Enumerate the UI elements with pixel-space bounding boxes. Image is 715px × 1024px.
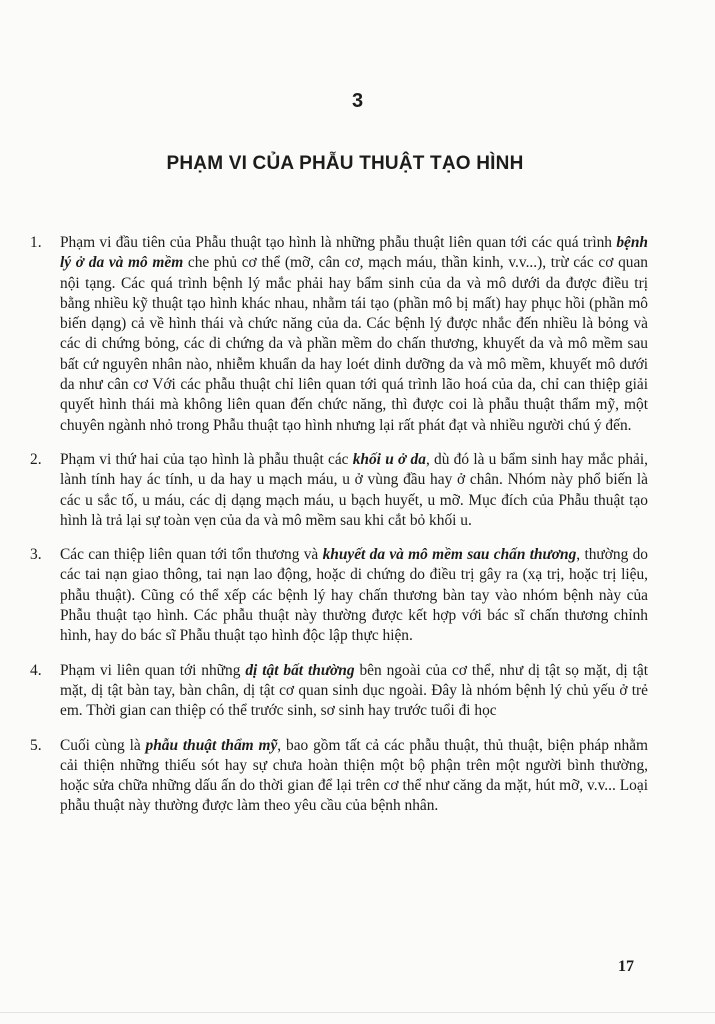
list-item-text: che phủ cơ thể (mỡ, cân cơ, mạch máu, thần kinh, v.v...), trừ các cơ quan nội tạng. Các quá trình bệnh lý mắc phải hay bẩm sinh của da và mô dưới da được điều trị bằng nhiều kỹ thuật tạo hình khác nhau, nhằm tái tạo (phần mô bị mất) hay phục hồi (phần mô biến dạng) cả về hình thái và chức năng của da. Các bệnh lý được nhắc đến nhiều là bỏng và các di chứng bỏng, các di chứng da và phần mềm do chấn thương, khuyết da và mô mềm sau bất cứ nguyên nhân nào, nhiễm khuẩn da hay loét dinh dưỡng da và mô mềm, khuyết mô dưới da như cân cơ Với các phẫu thuật chỉ liên quan tới quá trình lão hoá của da, chỉ can thiệp giải quyết hình thái mà không liên quan đến chức năng, thì được coi là phẫu thuật thẩm mỹ, một chuyên ngành nhỏ trong Phẫu thuật tạo hình nhưng lại rất phát đạt và nhiều người chú ý đến. bbox=[60, 254, 648, 434]
list-item-text: , dù đó là u bẩm sinh hay mắc phải, lành tính hay ác tính, u da hay u mạch máu, u ở vùng đầu hay ở chân. Nhóm này phổ biến là các u sắc tố, u máu, các dị dạng mạch máu, u bạch huyết, u mỡ. Mục đích của Phẫu thuật tạo hình là trả lại sự toàn vẹn của da và mô mềm sau khi cắt bỏ khối u. bbox=[60, 450, 648, 529]
list-item-emphasis: dị tật bất thường bbox=[245, 661, 355, 679]
list-item-1 bbox=[30, 233, 648, 436]
list-item-4 bbox=[30, 661, 648, 722]
list-item-number: 1. bbox=[30, 234, 42, 251]
list-item-text: Phạm vi đầu tiên của Phẫu thuật tạo hình là những phẫu thuật liên quan tới các quá trình bbox=[60, 234, 617, 251]
page-edge-divider bbox=[0, 1012, 715, 1013]
list-item-text: Các can thiệp liên quan tới tổn thương và bbox=[60, 546, 323, 564]
list-item-emphasis: khuyết da và mô mềm sau chấn thương bbox=[322, 546, 577, 564]
list-item-2 bbox=[30, 450, 648, 531]
list-item-text: Phạm vi thứ hai của tạo hình là phẫu thuật các bbox=[60, 450, 353, 468]
list-item-number: 5. bbox=[30, 736, 42, 754]
list-item-3 bbox=[30, 545, 648, 646]
list-item-text: Phạm vi liên quan tới những bbox=[60, 661, 246, 679]
list-item-text: , bao gồm tất cả các phẫu thuật, thủ thuật, biện pháp nhằm cải thiện những thiếu sót hay sự chưa hoàn thiện một bộ phận trên một người bình thường, hoặc sửa chữa những dấu ấn do thời gian để lại trên cơ thể như căng da mặt, hút mỡ, v.v... Loại phẫu thuật này thường được làm theo yêu cầu của bệnh nhân. bbox=[60, 736, 648, 815]
list-item-emphasis: phẫu thuật thẩm mỹ bbox=[145, 736, 278, 754]
chapter-number: 3 bbox=[351, 90, 364, 112]
list-item-number: 3. bbox=[30, 546, 42, 564]
list-item-text: bên ngoài của cơ thể, như dị tật sọ mặt, dị tật mặt, dị tật bàn tay, bàn chân, dị tật cơ quan sinh dục ngoài. Đây là nhóm bệnh lý chủ yếu ở trẻ em. Thời gian can thiệp có thể trước sinh, sơ sinh hay trước tuổi đi học bbox=[60, 661, 648, 720]
list-item-text: , thường do các tai nạn giao thông, tai nạn lao động, hoặc di chứng do điều trị gây ra (xạ trị, hoặc trị liệu, phẫu thuật). Cũng có thể xếp các bệnh lý hay chấn thương bàn tay vào nhóm bệnh này của Phẫu thuật tạo hình. Các phẫu thuật này thường được kết hợp với bác sĩ chấn thương chỉnh hình, hay do bác sĩ Phẫu thuật tạo hình độc lập thực hiện. bbox=[60, 546, 648, 645]
page-number: 17 bbox=[618, 958, 634, 975]
list-item-emphasis: bệnh lý ở da và mô mềm bbox=[60, 234, 648, 272]
chapter-title: PHẠM VI CỦA PHẪU THUẬT TẠO HÌNH bbox=[166, 153, 524, 174]
list-item-text: Cuối cùng là bbox=[60, 736, 146, 754]
list-item-emphasis: khối u ở da bbox=[352, 450, 426, 468]
scope-list bbox=[30, 233, 648, 831]
list-item-number: 2. bbox=[30, 450, 42, 468]
list-item-5 bbox=[30, 736, 648, 817]
list-item-number: 4. bbox=[30, 661, 42, 679]
